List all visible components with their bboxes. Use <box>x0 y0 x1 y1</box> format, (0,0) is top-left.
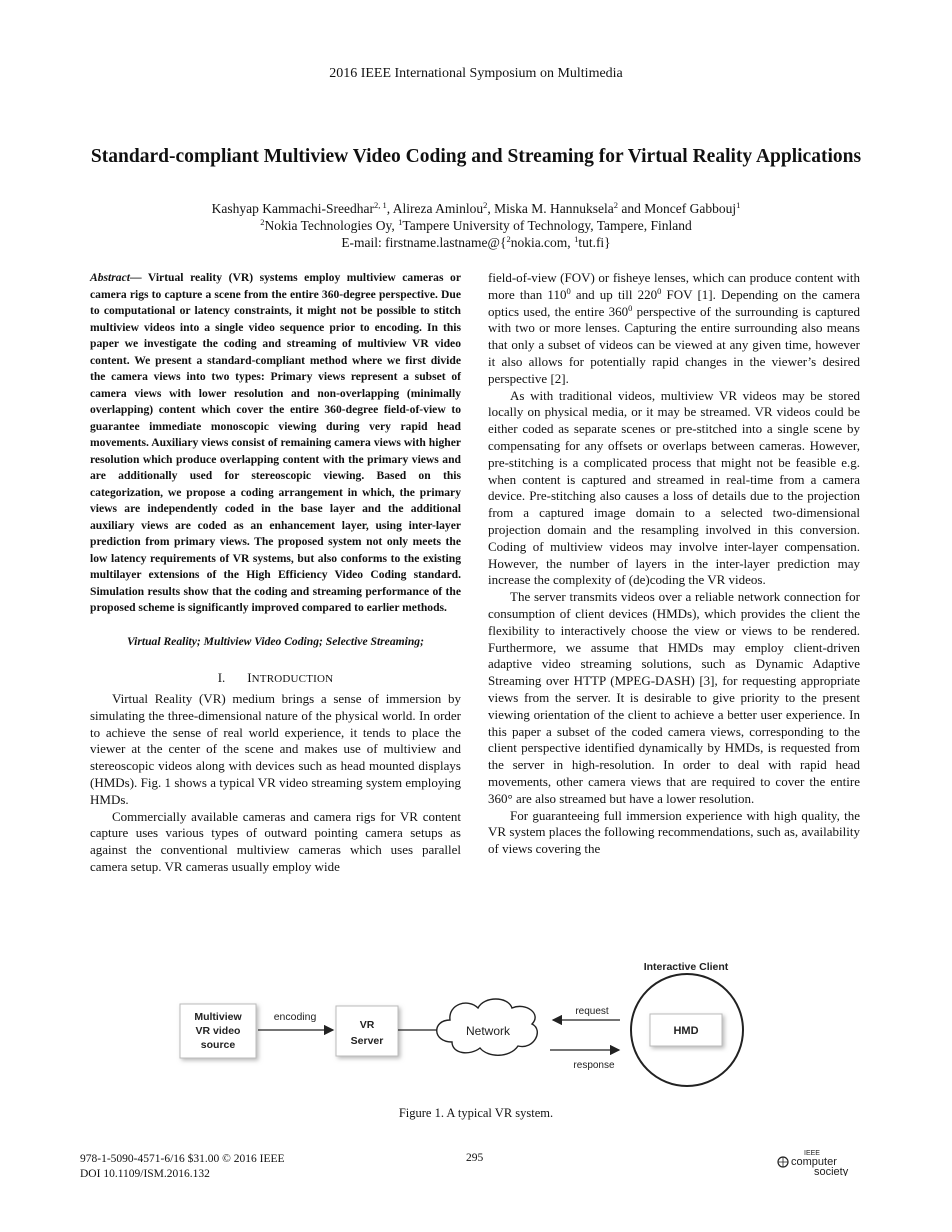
request-label: request <box>575 1006 609 1017</box>
server-label-line1: VR <box>359 1019 375 1031</box>
paragraph: For guaranteeing full immersion experience with high quality, the VR system places the following recommendations, such as, availability of views covering the <box>488 807 860 857</box>
section-heading: I. INTRODUCTION <box>217 670 334 686</box>
logo-computer: computer <box>791 1156 837 1168</box>
abstract-text: Virtual reality (VR) systems employ multiview cameras or camera rigs to capture a scene from the entire 360-degree perspective. Due to computational or latency constraints, it might not be possible to stitch multiview videos into a single video sequence prior to encoding. In this paper we investigate the coding and streaming of multiview VR video content. We present a standard-compliant method where we first divide the camera views into two types: Primary views represent a subset of camera views with lower resolution and non-overlapping (minimally overlapping) content which cover the entire 360-degree field-of-view to guarantee immediate monoscopic viewing during very rapid head movements. Auxiliary views consist of remaining camera views with higher resolution which produce overlapping content with the primary views and are additionally used for stereoscopic viewing. Based on this categorization, we propose a coding arrangement in which, the primary views are independently coded in the base layer and the additional auxiliary views are coded as an enhancement layer, using inter-layer prediction from primary views. The proposed system not only meets the low latency requirements of VR systems, but also conforms to the existing multilayer extensions of the High Efficiency Video Coding standard. Simulation results show that the coding and streaming performance of the proposed scheme is significantly improved compared to earlier methods. <box>90 271 461 614</box>
author-name: Miska M. Hannuksela <box>494 201 614 216</box>
abstract: Abstract— Virtual reality (VR) systems employ multiview cameras or camera rigs to capture a scene from the entire 360-degree perspective. Due to computational or latency constraints, it might not be possible to stitch multiview videos into a single video sequence prior to encoding. In this paper we investigate the coding and streaming of multiview VR video content. We present a standard-compliant method where we first divide the camera views into two types: Primary views represent a subset of camera views with lower resolution and non-overlapping (minimally overlapping) content which cover the entire 360-degree field-of-view to guarantee immediate monoscopic viewing during very rapid head movements. Auxiliary views consist of remaining camera views with higher resolution which produce overlapping content with the primary views and are additionally used for stereoscopic viewing. Based on this categorization, we propose a coding arrangement in which, the primary views are independently coded in the base layer and the additional auxiliary views are coded as an enhancement layer, using inter-layer prediction from primary views. The proposed system not only meets the low latency requirements of VR systems, but also conforms to the existing multilayer extensions of the High Efficiency Video Coding standard. Simulation results show that the coding and streaming performance of the proposed scheme is significantly improved compared to earlier methods. <box>90 271 461 614</box>
encoding-label: encoding <box>273 1011 317 1023</box>
paragraph: Virtual Reality (VR) medium brings a sense of immersion by simulating the three-dimensional nature of the physical world. In order to achieve the sense of real world experience, it tends to place the viewer at the center of the scene and makes use of multiview and stereoscopic videos along with devices such as head mounted displays (HMDs). Fig. 1 shows a typical VR video streaming system employing HMDs. <box>90 691 461 807</box>
page-number: 295 <box>466 1152 484 1164</box>
source-label-line3: source <box>200 1039 236 1051</box>
source-label-line1: Multiview <box>194 1011 242 1023</box>
server-label-line2: Server <box>350 1035 384 1047</box>
keywords: Virtual Reality; Multiview Video Coding; Selective Streaming; <box>127 634 424 648</box>
client-title: Interactive Client <box>643 961 729 973</box>
figure-caption: Figure 1. A typical VR system. <box>398 1106 554 1120</box>
paper-title: Standard-compliant Multiview Video Coding and Streaming for Virtual Reality Applications <box>90 146 862 167</box>
author-affiliation-mark: 2 <box>483 200 488 210</box>
author-affiliation-mark: 2 <box>613 200 618 210</box>
author-affiliation-mark: 2, 1 <box>373 200 387 210</box>
paragraph: The server transmits videos over a reliable network connection for consumption of client devices (HMDs), which provides the client the flexibility to interactively choose the view or views to be rendered. Furthermore, we assume that HMDs may employ client-driven adaptive video streaming solutions, such as Dynamic Adaptive Streaming over HTTP (MPEG-DASH) [3], for requesting appropriate views from the server. It is desirable to give priority to the present viewing orientation of the client to achieve a better user experience. In this paper a subset of the coded camera views, corresponding to the client perspective identified dynamically by HMDs, is requested from the server in high-resolution. In order to deal with rapid head movements, other camera views that are required to cover the entire 360° are also streamed but have a lower resolution. <box>488 589 860 806</box>
logo-society: society <box>814 1166 849 1176</box>
source-label-line2: VR video <box>195 1025 241 1037</box>
vr-system-diagram <box>170 958 770 1088</box>
author-list: Kashyap Kammachi-Sreedhar$^{2, 1}$, Alireza Aminlou$^2$, Miska M. Hannuksela$^2$ and Moncef Gabbouj$^1$ <box>211 200 741 216</box>
email-line: E-mail: firstname.lastname@{$^2$nokia.com, $^1$tut.fi} <box>341 234 611 250</box>
server-box <box>336 1006 398 1056</box>
footer-isbn: 978-1-5090-4571-6/16 $31.00 © 2016 IEEE <box>80 1153 285 1165</box>
footer-doi: DOI 10.1109/ISM.2016.132 <box>80 1168 210 1180</box>
author-affiliation-mark: 1 <box>736 200 741 210</box>
affiliation-line: $^2$Nokia Technologies Oy, $^1$Tampere University of Technology, Tampere, Finland <box>260 217 692 233</box>
abstract-label: Abstract <box>90 271 130 284</box>
author-name: Moncef Gabbouj <box>644 201 737 216</box>
paragraph: Commercially available cameras and camera rigs for VR content capture uses various types of outward pointing camera setups as against the conventional multiview cameras which uses parallel camera setup. VR cameras usually employ wide <box>90 808 461 875</box>
network-label: Network <box>465 1024 511 1038</box>
author-name: Kashyap Kammachi-Sreedhar <box>211 201 374 216</box>
paragraph: field-of-view (FOV) or fisheye lenses, which can produce content with more than $110^0$ and up till $220^0$ FOV [1]. Depending on the camera optics used, the entire $360^0$ perspective of the surrounding is captured with two or more lenses. Capturing the entire surrounding also means that only a subset of videos can be viewed at any given time, however it also allows for potentially rapid changes in the viewer’s desired perspective [2]. <box>488 270 861 386</box>
author-name: Alireza Aminlou <box>392 201 484 216</box>
paragraph: As with traditional videos, multiview VR videos may be stored locally on physical media, or it may be streamed. VR videos could be either coded as separate scenes or pre-stitched into a single scene by compensating for any offsets or overlaps between cameras. However, pre-stitching is a complicated process that might not be feasible e.g. when content is captured and streamed in real-time from a camera device. Pre-stitching also causes a loss of details due to the projection from a captured image domain to a selected two-dimensional projection domain and the resampling involved in this conversion. Coding of multiview videos may involve inter-layer compensation. However, the number of layers in the inter-layer prediction may increase the complexity of (de)coding the VR videos. <box>488 387 860 588</box>
hmd-label: HMD <box>673 1025 699 1037</box>
computer-society-logo <box>776 1146 862 1176</box>
response-label: response <box>573 1060 615 1071</box>
logo-ieee: IEEE <box>804 1150 820 1157</box>
left-column <box>90 270 461 876</box>
right-column <box>488 270 860 858</box>
conference-header: 2016 IEEE International Symposium on Multimedia <box>329 66 623 81</box>
